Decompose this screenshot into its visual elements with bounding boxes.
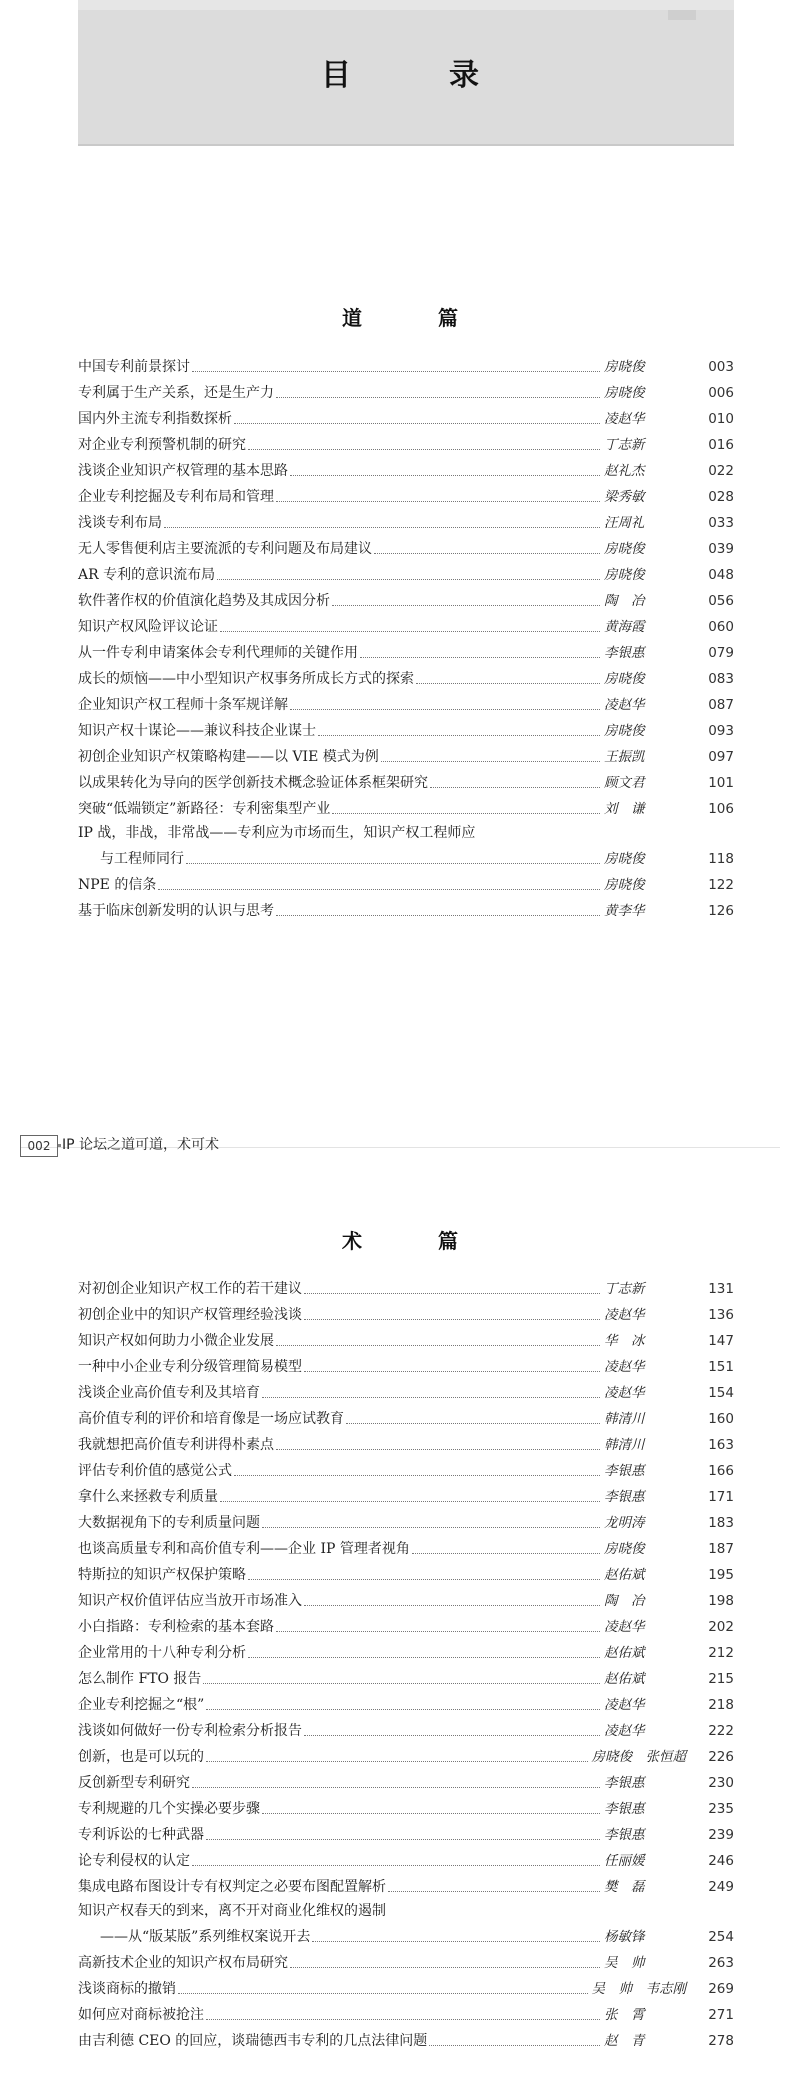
- toc-entry[interactable]: [78, 1532, 734, 1558]
- dot-leader: [304, 1319, 600, 1320]
- toc-entry[interactable]: [78, 1844, 734, 1870]
- entry-page: 106: [708, 801, 734, 817]
- dot-leader: [178, 1993, 588, 1994]
- dot-leader: [206, 1839, 600, 1840]
- entry-page: 166: [708, 1463, 734, 1479]
- entry-author: 李银惠: [604, 1827, 645, 1843]
- section-title-dao: 道 篇: [342, 306, 486, 330]
- entry-author: 凌赵华: [604, 1359, 645, 1375]
- entry-title: 如何应对商标被抢注: [78, 2007, 204, 2023]
- dot-leader: [164, 527, 600, 528]
- entry-page: 022: [708, 463, 734, 479]
- entry-title: 一种中小企业专利分级管理简易模型: [78, 1359, 302, 1375]
- dot-leader: [312, 1941, 600, 1942]
- dot-leader: [192, 371, 600, 372]
- entry-page: 222: [708, 1723, 734, 1739]
- entry-page: 163: [708, 1437, 734, 1453]
- toc-entry[interactable]: [78, 532, 734, 558]
- toc-entry[interactable]: [78, 740, 734, 766]
- dot-leader: [276, 1631, 600, 1632]
- entry-title: 知识产权春天的到来，离不开对商业化维权的遏制: [78, 1903, 386, 1919]
- toc-entry[interactable]: [78, 688, 734, 714]
- entry-author: 黄李华: [604, 903, 645, 919]
- entry-page: 087: [708, 697, 734, 713]
- entry-author: 李银惠: [604, 1489, 645, 1505]
- toc-entry[interactable]: [78, 506, 734, 532]
- toc-entry[interactable]: [78, 376, 734, 402]
- entry-page: 198: [708, 1593, 734, 1609]
- dot-leader: [220, 1501, 600, 1502]
- entry-title: 知识产权价值评估应当放开市场准入: [78, 1593, 302, 1609]
- entry-author: 汪周礼: [604, 515, 645, 531]
- entry-author: 房晓俊: [604, 671, 645, 687]
- entry-page: 212: [708, 1645, 734, 1661]
- dot-leader: [206, 2019, 600, 2020]
- toc-entry[interactable]: [78, 868, 734, 894]
- entry-title: 中国专利前景探讨: [78, 359, 190, 375]
- entry-title: 成长的烦恼——中小型知识产权事务所成长方式的探索: [78, 671, 414, 687]
- entry-page: 226: [708, 1749, 734, 1765]
- entry-author: 王振凯: [604, 749, 645, 765]
- entry-author: 赵 青: [604, 2033, 645, 2049]
- toc-entry[interactable]: [78, 1402, 734, 1428]
- entry-title: 特斯拉的知识产权保护策略: [78, 1567, 246, 1583]
- top-strip: [78, 0, 734, 10]
- toc-entry[interactable]: [78, 636, 734, 662]
- entry-title: 专利规避的几个实操必要步骤: [78, 1801, 260, 1817]
- entry-title: 大数据视角下的专利质量问题: [78, 1515, 260, 1531]
- toc-entry[interactable]: [78, 1740, 734, 1766]
- entry-page: 048: [708, 567, 734, 583]
- footer-separator: [58, 1144, 61, 1147]
- entry-title: 高价值专利的评价和培育像是一场应试教育: [78, 1411, 344, 1427]
- entry-author: 吴 帅 韦志刚: [591, 1981, 686, 1997]
- entry-page: 079: [708, 645, 734, 661]
- entry-author: 凌赵华: [604, 1697, 645, 1713]
- dot-leader: [192, 1865, 600, 1866]
- entry-title: 国内外主流专利指数探析: [78, 411, 232, 427]
- entry-author: 李银惠: [604, 1463, 645, 1479]
- entry-author: 刘 谦: [604, 801, 645, 817]
- toc-entry[interactable]: [78, 1946, 734, 1972]
- entry-page: 101: [708, 775, 734, 791]
- dot-leader: [158, 889, 600, 890]
- entry-page: 006: [708, 385, 734, 401]
- entry-title: 高新技术企业的知识产权布局研究: [78, 1955, 288, 1971]
- entry-author: 梁秀敏: [604, 489, 645, 505]
- entry-author: 凌赵华: [604, 1385, 645, 1401]
- entry-page: 263: [708, 1955, 734, 1971]
- entry-page: 097: [708, 749, 734, 765]
- entry-title: 对初创企业知识产权工作的若干建议: [78, 1281, 302, 1297]
- entry-page: 039: [708, 541, 734, 557]
- entry-author: 李银惠: [604, 1775, 645, 1791]
- dot-leader: [206, 1761, 588, 1762]
- toc-entry[interactable]: [78, 1584, 734, 1610]
- toc-dao: [78, 350, 734, 920]
- entry-title: ——从“版某版”系列维权案说开去: [100, 1929, 311, 1945]
- entry-page: 269: [708, 1981, 734, 1997]
- entry-author: 韩清川: [604, 1411, 645, 1427]
- entry-title: 从一件专利申请案体会专利代理师的关键作用: [78, 645, 358, 661]
- entry-page: 230: [708, 1775, 734, 1791]
- dot-leader: [374, 553, 600, 554]
- page-title: 目 录: [321, 58, 513, 93]
- entry-page: 060: [708, 619, 734, 635]
- entry-author: 凌赵华: [604, 1307, 645, 1323]
- entry-page: 246: [708, 1853, 734, 1869]
- entry-page: 131: [708, 1281, 734, 1297]
- entry-author: 陶 冶: [604, 593, 645, 609]
- entry-page: 215: [708, 1671, 734, 1687]
- toc-entry[interactable]: [78, 428, 734, 454]
- toc-entry[interactable]: [78, 584, 734, 610]
- dot-leader: [192, 1787, 600, 1788]
- entry-title: 知识产权十谋论——兼议科技企业谋士: [78, 723, 316, 739]
- entry-author: 赵礼杰: [604, 463, 645, 479]
- entry-title: 初创企业中的知识产权管理经验浅谈: [78, 1307, 302, 1323]
- entry-page: 254: [708, 1929, 734, 1945]
- entry-title: IP 战，非战，非常战——专利应为市场而生，知识产权工程师应: [78, 825, 476, 841]
- entry-author: 丁志新: [604, 437, 645, 453]
- toc-entry[interactable]: [78, 1972, 734, 1998]
- toc-entry[interactable]: [78, 1688, 734, 1714]
- dot-leader: [217, 579, 600, 580]
- entry-title: 专利诉讼的七种武器: [78, 1827, 204, 1843]
- toc-entry[interactable]: [78, 1376, 734, 1402]
- toc-entry[interactable]: [78, 842, 734, 868]
- entry-page: 195: [708, 1567, 734, 1583]
- entry-page: 151: [708, 1359, 734, 1375]
- dot-leader: [318, 735, 600, 736]
- running-title: IP 论坛之道可道，术可术: [62, 1137, 220, 1153]
- entry-title: 拿什么来拯救专利质量: [78, 1489, 218, 1505]
- entry-page: 010: [708, 411, 734, 427]
- toc-entry[interactable]: [78, 1766, 734, 1792]
- toc-entry[interactable]: [78, 1324, 734, 1350]
- entry-author: 赵佑斌: [604, 1567, 645, 1583]
- toc-entry[interactable]: [78, 1298, 734, 1324]
- toc-entry[interactable]: [78, 1454, 734, 1480]
- entry-page: 136: [708, 1307, 734, 1323]
- entry-author: 丁志新: [604, 1281, 645, 1297]
- entry-author: 任丽媛: [604, 1853, 645, 1869]
- entry-author: 房晓俊: [604, 1541, 645, 1557]
- entry-title: 企业常用的十八种专利分析: [78, 1645, 246, 1661]
- dot-leader: [304, 1371, 600, 1372]
- entry-page: 160: [708, 1411, 734, 1427]
- entry-page: 235: [708, 1801, 734, 1817]
- entry-author: 凌赵华: [604, 1723, 645, 1739]
- dot-leader: [412, 1553, 600, 1554]
- toc-entry[interactable]: [78, 1870, 734, 1896]
- dot-leader: [276, 1345, 600, 1346]
- entry-page: 033: [708, 515, 734, 531]
- entry-author: 华 冰: [604, 1333, 645, 1349]
- header-tab: [668, 10, 696, 20]
- dot-leader: [220, 631, 600, 632]
- entry-title: 评估专利价值的感觉公式: [78, 1463, 232, 1479]
- entry-author: 吴 帅: [604, 1955, 645, 1971]
- toc-entry[interactable]: [78, 1350, 734, 1376]
- entry-page: 171: [708, 1489, 734, 1505]
- entry-author: 房晓俊: [604, 385, 645, 401]
- dot-leader: [304, 1735, 600, 1736]
- entry-author: 李银惠: [604, 645, 645, 661]
- entry-page: 122: [708, 877, 734, 893]
- dot-leader: [360, 657, 600, 658]
- entry-title: 小白指路：专利检索的基本套路: [78, 1619, 274, 1635]
- entry-title: 知识产权如何助力小微企业发展: [78, 1333, 274, 1349]
- entry-author: 张 霄: [604, 2007, 645, 2023]
- entry-title: 我就想把高价值专利讲得朴素点: [78, 1437, 274, 1453]
- entry-author: 杨敏锋: [604, 1929, 645, 1945]
- dot-leader: [416, 683, 600, 684]
- dot-leader: [332, 605, 600, 606]
- dot-leader: [262, 1527, 600, 1528]
- toc-entry[interactable]: [78, 1818, 734, 1844]
- entry-title: 与工程师同行: [100, 851, 184, 867]
- entry-page: 271: [708, 2007, 734, 2023]
- entry-title: 基于临床创新发明的认识与思考: [78, 903, 274, 919]
- entry-page: 003: [708, 359, 734, 375]
- entry-page: 083: [708, 671, 734, 687]
- toc-entry[interactable]: [78, 1998, 734, 2024]
- toc-entry[interactable]: [78, 1920, 734, 1946]
- entry-title: 创新，也是可以玩的: [78, 1749, 204, 1765]
- toc-entry[interactable]: [78, 1558, 734, 1584]
- entry-page: 147: [708, 1333, 734, 1349]
- dot-leader: [248, 1657, 600, 1658]
- entry-author: 房晓俊 张恒超: [591, 1749, 686, 1765]
- dot-leader: [234, 423, 600, 424]
- toc-entry[interactable]: [78, 1480, 734, 1506]
- entry-title: 浅谈如何做好一份专利检索分析报告: [78, 1723, 302, 1739]
- entry-title: 以成果转化为导向的医学创新技术概念验证体系框架研究: [78, 775, 428, 791]
- entry-title: 浅谈企业高价值专利及其培育: [78, 1385, 260, 1401]
- dot-leader: [429, 2045, 600, 2046]
- entry-title: 浅谈商标的撤销: [78, 1981, 176, 1997]
- entry-author: 房晓俊: [604, 541, 645, 557]
- dot-leader: [332, 813, 600, 814]
- toc-entry[interactable]: [78, 714, 734, 740]
- entry-page: 249: [708, 1879, 734, 1895]
- entry-author: 凌赵华: [604, 697, 645, 713]
- entry-page: 202: [708, 1619, 734, 1635]
- entry-page: 028: [708, 489, 734, 505]
- toc-entry[interactable]: [78, 558, 734, 584]
- entry-author: 凌赵华: [604, 411, 645, 427]
- dot-leader: [248, 1579, 600, 1580]
- entry-title: 企业专利挖掘及专利布局和管理: [78, 489, 274, 505]
- toc-entry[interactable]: [78, 1610, 734, 1636]
- toc-entry[interactable]: [78, 766, 734, 792]
- entry-title: 企业知识产权工程师十条军规详解: [78, 697, 288, 713]
- entry-title: 论专利侵权的认定: [78, 1853, 190, 1869]
- entry-page: 278: [708, 2033, 734, 2049]
- dot-leader: [290, 475, 600, 476]
- entry-author: 房晓俊: [604, 567, 645, 583]
- toc-entry[interactable]: [78, 480, 734, 506]
- entry-author: 房晓俊: [604, 851, 645, 867]
- dot-leader: [290, 709, 600, 710]
- toc-entry[interactable]: [78, 1506, 734, 1532]
- dot-leader: [290, 1967, 600, 1968]
- entry-title: 知识产权风险评议论证: [78, 619, 218, 635]
- toc-entry[interactable]: [78, 1714, 734, 1740]
- dot-leader: [206, 1709, 600, 1710]
- entry-author: 房晓俊: [604, 877, 645, 893]
- toc-entry[interactable]: [78, 818, 734, 842]
- dot-leader: [262, 1397, 600, 1398]
- dot-leader: [276, 1449, 600, 1450]
- entry-author: 黄海霞: [604, 619, 645, 635]
- entry-title: 对企业专利预警机制的研究: [78, 437, 246, 453]
- dot-leader: [304, 1605, 600, 1606]
- toc-entry[interactable]: [78, 894, 734, 920]
- toc-entry[interactable]: [78, 662, 734, 688]
- entry-page: 093: [708, 723, 734, 739]
- entry-author: 龙明涛: [604, 1515, 645, 1531]
- entry-title: 浅谈专利布局: [78, 515, 162, 531]
- toc-entry[interactable]: [78, 402, 734, 428]
- entry-title: 由吉利德 CEO 的回应，谈瑞德西韦专利的几点法律问题: [78, 2033, 428, 2049]
- entry-title: 反创新型专利研究: [78, 1775, 190, 1791]
- entry-page: 218: [708, 1697, 734, 1713]
- dot-leader: [248, 449, 600, 450]
- entry-title: 集成电路布图设计专有权判定之必要布图配置解析: [78, 1879, 386, 1895]
- entry-author: 赵佑斌: [604, 1671, 645, 1687]
- entry-title: 专利属于生产关系，还是生产力: [78, 385, 274, 401]
- toc-entry[interactable]: [78, 350, 734, 376]
- entry-page: 239: [708, 1827, 734, 1843]
- entry-page: 118: [708, 851, 734, 867]
- entry-author: 李银惠: [604, 1801, 645, 1817]
- dot-leader: [276, 501, 600, 502]
- dot-leader: [430, 787, 600, 788]
- toc-entry[interactable]: [78, 610, 734, 636]
- toc-entry[interactable]: [78, 1272, 734, 1298]
- toc-entry[interactable]: [78, 1636, 734, 1662]
- dot-leader: [276, 397, 600, 398]
- toc-entry[interactable]: [78, 1428, 734, 1454]
- entry-page: 187: [708, 1541, 734, 1557]
- dot-leader: [346, 1423, 600, 1424]
- toc-entry[interactable]: [78, 1662, 734, 1688]
- dot-leader: [203, 1683, 600, 1684]
- entry-author: 房晓俊: [604, 723, 645, 739]
- toc-entry[interactable]: [78, 2024, 734, 2050]
- toc-shu: [78, 1272, 734, 2050]
- entry-title: AR 专利的意识流布局: [78, 567, 216, 583]
- toc-entry[interactable]: [78, 1896, 734, 1920]
- entry-page: 183: [708, 1515, 734, 1531]
- entry-title: 也谈高质量专利和高价值专利——企业 IP 管理者视角: [78, 1541, 410, 1557]
- dot-leader: [304, 1293, 600, 1294]
- entry-title: 突破“低端锁定”新路径：专利密集型产业: [78, 801, 331, 817]
- dot-leader: [388, 1891, 600, 1892]
- section-title-shu: 术 篇: [342, 1229, 486, 1253]
- entry-title: 软件著作权的价值演化趋势及其成因分析: [78, 593, 330, 609]
- entry-title: 无人零售便利店主要流派的专利问题及布局建议: [78, 541, 372, 557]
- dot-leader: [186, 863, 600, 864]
- entry-title: 浅谈企业知识产权管理的基本思路: [78, 463, 288, 479]
- toc-entry[interactable]: [78, 454, 734, 480]
- entry-title: 企业专利挖掘之“根”: [78, 1697, 205, 1713]
- dot-leader: [262, 1813, 600, 1814]
- entry-page: 056: [708, 593, 734, 609]
- entry-author: 凌赵华: [604, 1619, 645, 1635]
- entry-author: 韩清川: [604, 1437, 645, 1453]
- entry-author: 房晓俊: [604, 359, 645, 375]
- entry-author: 赵佑斌: [604, 1645, 645, 1661]
- dot-leader: [381, 761, 600, 762]
- toc-entry[interactable]: [78, 1792, 734, 1818]
- entry-author: 樊 磊: [604, 1879, 645, 1895]
- entry-author: 顾文君: [604, 775, 645, 791]
- toc-entry[interactable]: [78, 792, 734, 818]
- entry-page: 154: [708, 1385, 734, 1401]
- dot-leader: [234, 1475, 600, 1476]
- entry-author: 陶 冶: [604, 1593, 645, 1609]
- dot-leader: [276, 915, 600, 916]
- entry-page: 126: [708, 903, 734, 919]
- entry-title: NPE 的信条: [78, 877, 157, 893]
- entry-title: 初创企业知识产权策略构建——以 VIE 模式为例: [78, 749, 379, 765]
- page-number: 002: [20, 1135, 58, 1157]
- entry-page: 016: [708, 437, 734, 453]
- entry-title: 怎么制作 FTO 报告: [78, 1671, 202, 1687]
